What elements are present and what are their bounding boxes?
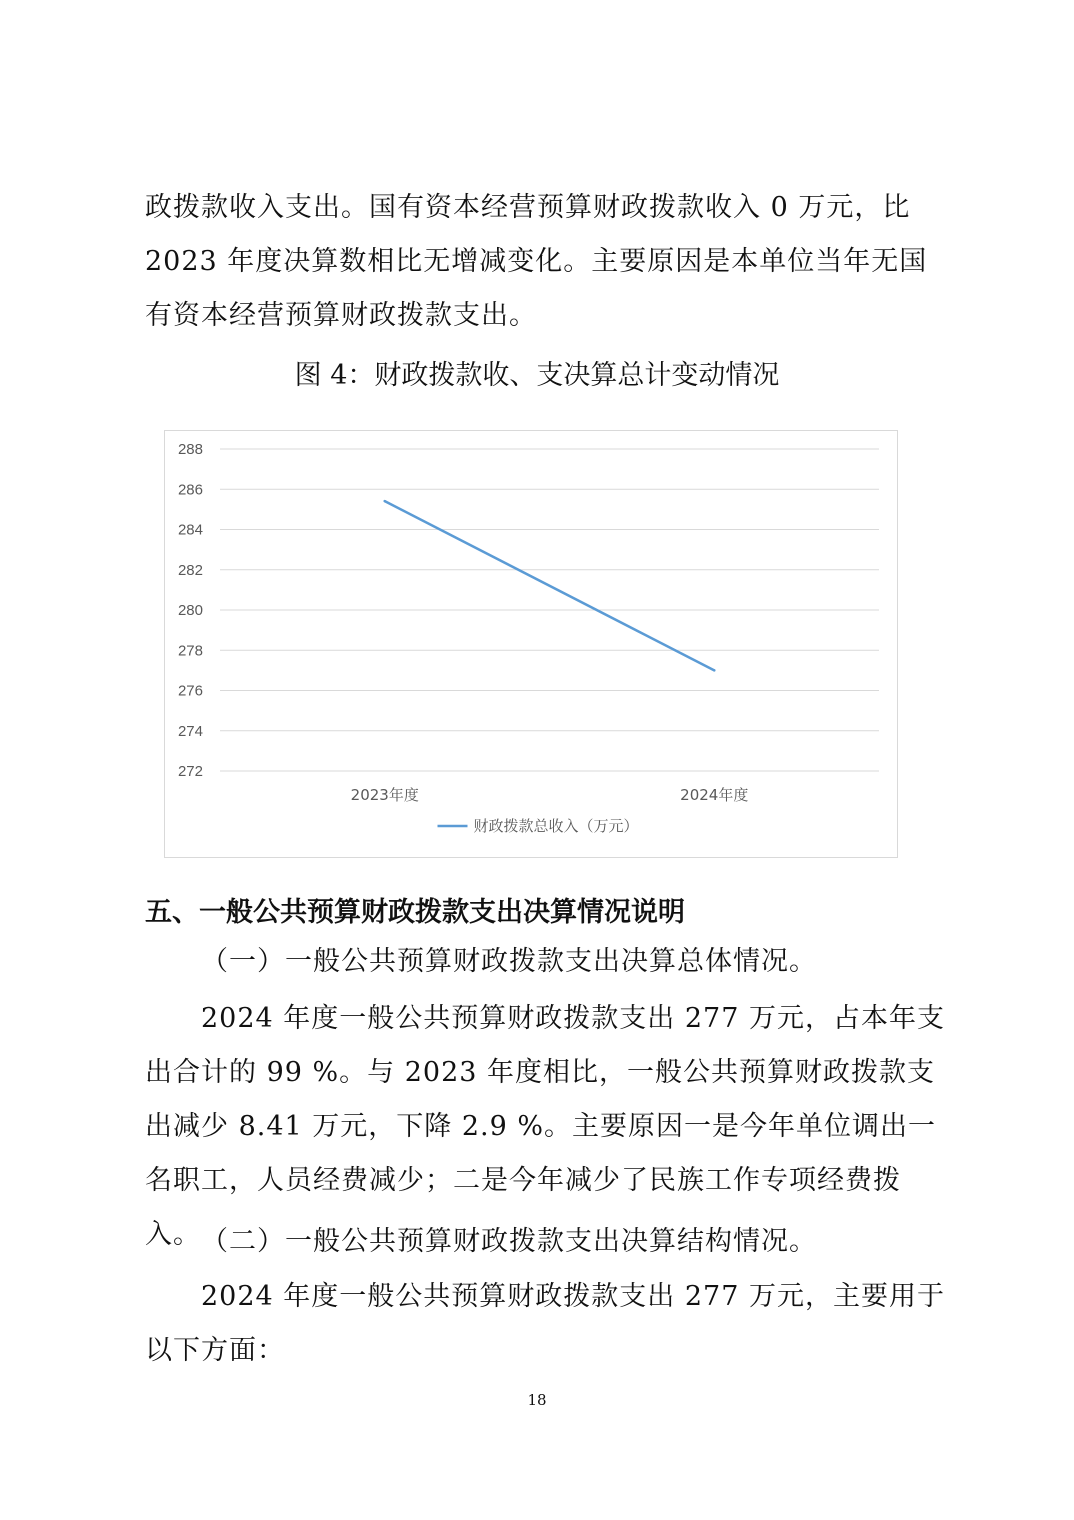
figure-caption: 图 4：财政拨款收、支决算总计变动情况 [294,360,780,391]
data-point-0-0 [384,500,386,502]
intro-paragraph: 政拨款收入支出。国有资本经营预算财政拨款收入 0 万元，比2023 年度决算数相比无增减变化。主要原因是本单位当年无国有资本经营预算财政拨款支出。 [145,192,928,331]
y-tick-label-278: 278 [177,642,203,660]
data-point-0-1 [713,669,715,671]
page-number: 18 [527,1391,547,1409]
x-tick-label-1: 2024年度 [680,786,749,804]
y-tick-label-282: 282 [177,561,203,579]
legend-label: 财政拨款总收入（万元） [473,817,639,835]
chart-svg [165,431,899,859]
y-tick-label-272: 272 [177,763,203,780]
line-chart [164,430,898,858]
x-tick-label-0: 2023年度 [350,786,419,804]
y-tick-label-280: 280 [177,602,203,619]
y-tick-label-288: 288 [177,441,203,458]
section-heading: 五、一般公共预算财政拨款支出决算情况说明 [145,897,685,928]
y-tick-label-286: 286 [177,481,203,499]
expenditure-structure-paragraph: 2024 年度一般公共预算财政拨款支出 277 万元，主要用于以下方面： [145,1281,945,1366]
subsection-heading-1: （一）一般公共预算财政拨款支出决算总体情况。 [201,946,817,977]
y-tick-label-276: 276 [177,682,203,700]
subsection-heading-2: （二）一般公共预算财政拨款支出决算结构情况。 [201,1226,817,1257]
expenditure-overview-paragraph: 2024 年度一般公共预算财政拨款支出 277 万元，占本年支出合计的 99 %。与 2023 年度相比，一般公共预算财政拨款支出减少 8.41 万元，下降 2.9 %。主要原因一是今年单位调出一名职工，人员经费减少；二是今年减少了民族工作专项经费拨入。 [145,1003,945,1250]
y-tick-label-274: 274 [177,722,203,740]
y-tick-label-284: 284 [177,521,203,539]
series-line-0 [385,501,715,670]
